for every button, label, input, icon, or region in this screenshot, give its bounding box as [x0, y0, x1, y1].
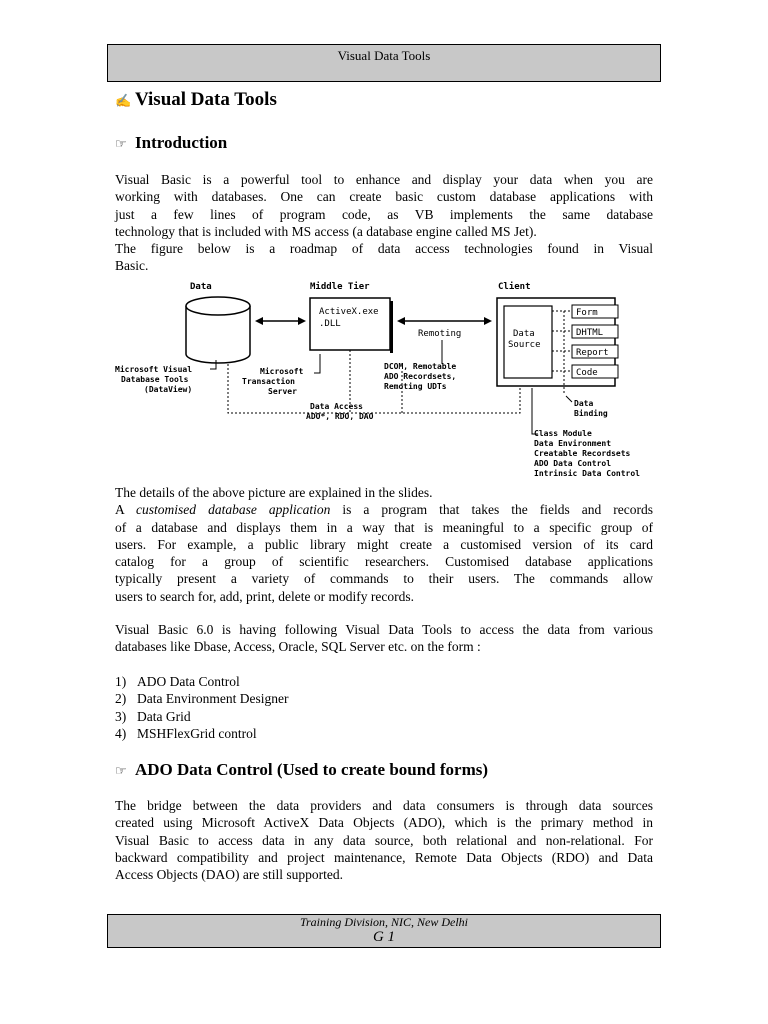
list-item: [115, 690, 288, 707]
arrowhead-right: [298, 317, 306, 325]
text-line: databases like Dbase, Access, Oracle, SQL Server etc. on the form :: [115, 639, 481, 655]
list-text: ADO Data Control: [137, 674, 240, 689]
text-line: typically present a variety of commands to their users. The commands allow: [115, 571, 653, 587]
diagram-label-dcom-1: DCOM, Remotable: [384, 362, 457, 371]
list-item: [115, 725, 288, 742]
text-line: catalog for a group of scientific researchers. Customised database applications: [115, 554, 653, 570]
diagram-label-data: Data: [190, 282, 212, 292]
text-line: working with databases. One can create basic custom database applications with: [115, 189, 653, 205]
text-line: [115, 501, 653, 518]
footer-page-number: G 1: [372, 929, 396, 945]
list-text: Data Grid: [137, 708, 191, 724]
tools-list: [115, 673, 288, 742]
text-line: The bridge between the data providers and data consumers is through data sources: [115, 798, 653, 813]
diagram-label-cm-1: Class Module: [534, 429, 592, 438]
database-cylinder: [186, 297, 250, 363]
text-line: created using Microsoft ActiveX Data Objects (ADO), which is the primary method in: [115, 815, 653, 831]
diagram-label-client: Client: [498, 282, 531, 292]
data-access-roadmap-diagram: [112, 276, 668, 482]
list-item: [115, 673, 288, 690]
middle-tier-shadow: [390, 301, 393, 353]
diagram-label-access-2: ADO*, RDO, DAO: [306, 412, 374, 421]
list-item: [115, 708, 288, 725]
text-line: users. For example, a public library might create a customised version of its card: [115, 536, 653, 552]
list-text: MSHFlexGrid control: [137, 725, 257, 741]
diagram-label-access-1: Data Access: [310, 402, 363, 411]
text-line: of a database and displays them in a way that is meaningful to a specific group of: [115, 519, 653, 535]
section-heading-introduction: [115, 133, 227, 153]
page-title-text: Visual Data Tools: [135, 89, 277, 110]
diagram-label-vdt-1: Microsoft Visual: [115, 365, 193, 374]
text-line: users to search for, add, print, delete or modify records.: [115, 588, 414, 604]
diagram-label-mts-1: Microsoft: [260, 367, 304, 376]
vb6-paragraph: [115, 621, 653, 656]
page-title: [115, 89, 277, 111]
diagram-label-dhtml: DHTML: [576, 328, 604, 338]
list-text: Data Environment Designer: [137, 691, 289, 707]
text-line: Visual Basic to access data in any data source, both relational and non-relational. For: [115, 832, 653, 848]
text-line: Access Objects (DAO) are still supported.: [115, 867, 343, 883]
diagram-label-remoting: Remoting: [418, 329, 462, 339]
diagram-label-cm-5: Intrinsic Data Control: [534, 469, 640, 478]
pointing-hand-icon: ☞: [115, 763, 127, 778]
section-heading-ado: [115, 760, 488, 780]
emphasis-text: customised database application: [136, 502, 331, 518]
diagram-label-dll: .DLL: [319, 319, 341, 329]
diagram-label-binding-1: Data: [574, 399, 594, 408]
diagram-label-mts-3: Server: [268, 387, 297, 396]
text-line: backward compatibility and project maintenance, Remote Data Objects (RDO) and Data: [115, 849, 653, 865]
text-line: just a few lines of program code, as VB implements the same database: [115, 206, 653, 222]
pointing-hand-icon: ☞: [115, 136, 127, 151]
ado-paragraph: [115, 797, 653, 883]
diagram-label-mts-2: Transaction: [242, 377, 295, 386]
details-paragraph: [115, 484, 653, 605]
ado-heading-text: ADO Data Control (Used to create bound forms): [135, 760, 489, 779]
diagram-label-form: Form: [576, 308, 598, 318]
arrowhead-right: [484, 317, 492, 325]
diagram-label-vdt-2: Database Tools: [121, 375, 189, 384]
text-line: Visual Basic is a powerful tool to enhance and display your data when you are: [115, 172, 653, 187]
text-line: Basic.: [115, 258, 149, 274]
arrowhead-left: [255, 317, 263, 325]
text-run: A: [115, 502, 137, 518]
text-line: technology that is included with MS access (a database engine called MS Jet).: [115, 223, 537, 239]
list-number: 4): [115, 725, 127, 741]
page-header: [107, 44, 661, 82]
diagram-label-data-source-1: Data: [513, 329, 535, 339]
diagram-label-dcom-3: Remoting UDTs: [384, 382, 447, 391]
diagram-label-data-source-2: Source: [508, 340, 541, 350]
diagram-label-binding-2: Binding: [574, 409, 608, 418]
diagram-label-cm-3: Creatable Recordsets: [534, 449, 631, 458]
diagram-label-dcom-2: ADO Recordsets,: [384, 372, 457, 381]
text-line: The details of the above picture are explained in the slides.: [115, 485, 433, 500]
intro-heading-text: Introduction: [135, 133, 228, 152]
header-title: Visual Data Tools: [337, 48, 431, 63]
diagram-label-cm-4: ADO Data Control: [534, 459, 612, 468]
diagram-label-vdt-3: (DataView): [144, 385, 193, 394]
footer-org: Training Division, NIC, New Delhi: [299, 915, 468, 929]
list-number: 2): [115, 691, 127, 707]
list-number: 1): [115, 674, 127, 689]
arrowhead-left: [397, 317, 405, 325]
text-run: is a program that takes the fields and records: [330, 502, 654, 518]
diagram-label-cm-2: Data Environment: [534, 439, 612, 448]
diagram-label-activex: ActiveX.exe: [319, 307, 379, 317]
text-line: Visual Basic 6.0 is having following Visual Data Tools to access the data from various: [115, 622, 653, 637]
diagram-label-code: Code: [576, 368, 598, 378]
page-footer: [107, 914, 661, 948]
diagram-label-middle-tier: Middle Tier: [310, 282, 370, 292]
writing-hand-icon: ✍: [115, 93, 132, 108]
text-line: The figure below is a roadmap of data access technologies found in Visual: [115, 241, 653, 257]
diagram-label-report: Report: [576, 348, 609, 358]
intro-paragraph: [115, 171, 653, 275]
list-number: 3): [115, 708, 127, 724]
